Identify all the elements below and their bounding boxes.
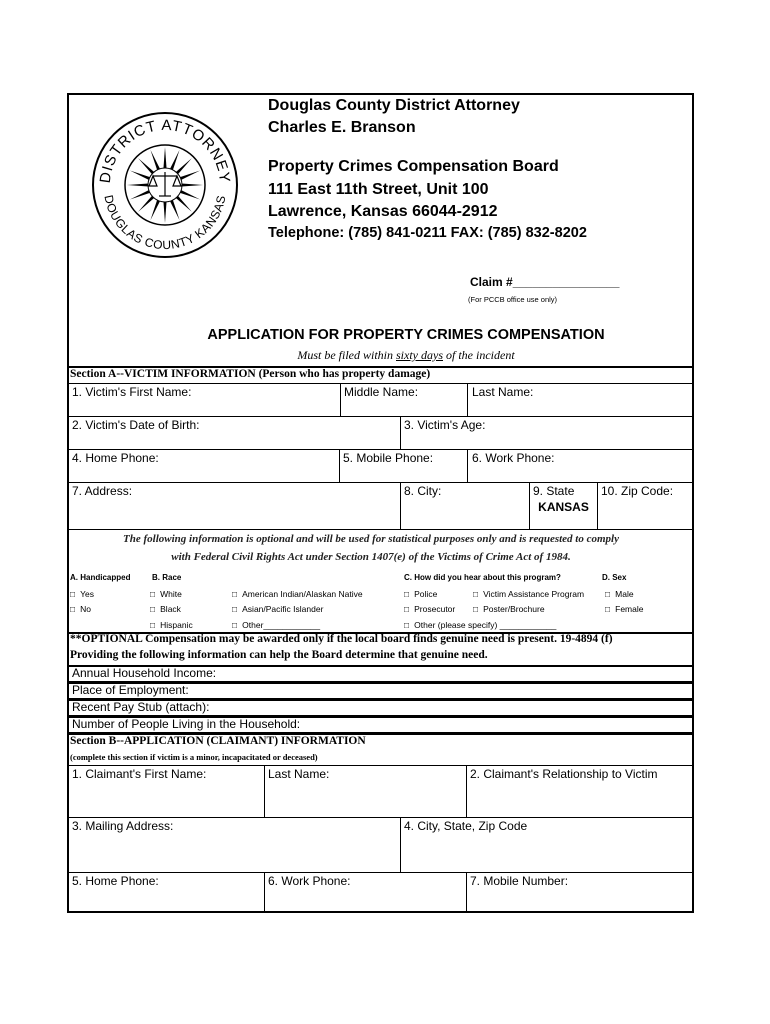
option-label: No — [80, 604, 92, 614]
claimant-home-phone-field[interactable] — [69, 873, 265, 913]
employment-field[interactable] — [69, 683, 694, 699]
household-income-field[interactable] — [69, 666, 694, 682]
seal-ray — [180, 190, 200, 199]
heard-label: C. How did you hear about this program? — [404, 573, 561, 582]
handicapped-yes-option[interactable] — [70, 589, 94, 599]
claimant-city-state-zip-label: 4. City, State, Zip Code — [404, 819, 528, 833]
section-b-heading: Section B--APPLICATION (CLAIMANT) INFORMATION — [70, 735, 366, 747]
form-subtitle — [0, 348, 770, 363]
claimant-first-name-label: 1. Claimant's First Name: — [72, 767, 207, 781]
option-label: White — [160, 589, 182, 599]
option-label: Other (please specify) ____________ — [414, 620, 557, 630]
claimant-work-phone-label: 6. Work Phone: — [268, 874, 351, 888]
need-notice-line1: **OPTIONAL Compensation may be awarded only if the local board finds genuine need is present. 19-4894 (f) — [70, 633, 613, 645]
section-a-heading: Section A--VICTIM INFORMATION (Person who has property damage) — [70, 368, 431, 380]
heard-police-option[interactable] — [404, 589, 437, 599]
victim-work-phone-field[interactable] — [468, 450, 694, 483]
victim-zip-field[interactable] — [598, 483, 694, 530]
option-label: Yes — [80, 589, 95, 599]
victim-dob-label: 2. Victim's Date of Birth: — [72, 418, 200, 432]
da-name: Charles E. Branson — [268, 119, 416, 136]
seal-bottom-text: DOUGLAS COUNTY KANSAS — [101, 193, 229, 253]
street-address: 111 East 11th Street, Unit 100 — [268, 181, 489, 198]
checkbox[interactable]: □ — [404, 589, 410, 599]
checkbox[interactable]: □ — [70, 604, 76, 614]
race-other-option[interactable] — [232, 620, 320, 630]
victim-mobile-phone-field[interactable] — [340, 450, 468, 483]
seal-ray — [180, 170, 200, 179]
claimant-home-phone-label: 5. Home Phone: — [72, 874, 159, 888]
claimant-mobile-field[interactable] — [467, 873, 694, 913]
victim-home-phone-field[interactable] — [69, 450, 340, 483]
city-state: Lawrence, Kansas 66044-2912 — [268, 203, 498, 220]
victim-dob-field[interactable] — [69, 417, 401, 450]
checkbox[interactable]: □ — [150, 620, 156, 630]
subtitle-suffix: of the incident — [443, 348, 515, 362]
victim-state-label: 9. State — [533, 484, 575, 498]
seal-top-text: DISTRICT ATTORNEY — [96, 116, 234, 185]
claimant-relationship-label: 2. Claimant's Relationship to Victim — [470, 767, 658, 781]
seal-ray — [130, 190, 150, 199]
claimant-mailing-address-label: 3. Mailing Address: — [72, 819, 174, 833]
option-label: Female — [615, 604, 644, 614]
claimant-first-name-field[interactable] — [69, 766, 265, 818]
office-name: Douglas County District Attorney — [268, 97, 520, 114]
seal-ray — [163, 147, 166, 168]
victim-first-name-label: 1. Victim's First Name: — [72, 385, 192, 399]
race-asian-option[interactable] — [232, 604, 323, 614]
option-label: Poster/Brochure — [483, 604, 545, 614]
victim-age-label: 3. Victim's Age: — [404, 418, 486, 432]
seal-ray — [163, 202, 166, 223]
seal-ray — [138, 158, 154, 174]
checkbox[interactable]: □ — [605, 589, 611, 599]
phone-fax: Telephone: (785) 841-0211 FAX: (785) 832-8202 — [268, 225, 587, 241]
checkbox[interactable]: □ — [404, 620, 410, 630]
seal-ray — [138, 196, 154, 212]
victim-work-phone-label: 6. Work Phone: — [472, 451, 555, 465]
need-notice-line2: Providing the following information can help the Board determine that genuine need. — [70, 649, 488, 661]
option-label: Prosecutor — [414, 604, 456, 614]
victim-first-name-field[interactable] — [69, 384, 341, 417]
handicapped-no-option[interactable] — [70, 604, 91, 614]
victim-state-field[interactable] — [530, 483, 598, 530]
subtitle-deadline: sixty days — [396, 348, 443, 362]
employment-label: Place of Employment: — [72, 683, 189, 697]
subtitle-prefix: Must be filed within — [297, 348, 396, 362]
optional-notice-line2: with Federal Civil Rights Act under Section 1407(e) of the Victims of Crime Act of 1984. — [171, 551, 571, 563]
optional-notice-line1: The following information is optional and will be used for statistical purposes only and is requested to comply — [123, 533, 619, 545]
seal-ray — [130, 170, 150, 179]
claimant-mailing-address-field[interactable] — [69, 818, 401, 873]
victim-middle-name-field[interactable] — [341, 384, 468, 417]
household-size-field[interactable] — [69, 717, 694, 733]
household-size-label: Number of People Living in the Household: — [72, 717, 301, 731]
checkbox[interactable]: □ — [232, 620, 238, 630]
victim-city-label: 8. City: — [404, 484, 442, 498]
race-native-option[interactable] — [232, 589, 363, 599]
race-label: B. Race — [152, 573, 182, 582]
checkbox[interactable]: □ — [605, 604, 611, 614]
section-b-subheading: (complete this section if victim is a minor, incapacitated or deceased) — [70, 752, 318, 762]
claimant-mobile-label: 7. Mobile Number: — [470, 874, 569, 888]
seal-ray — [150, 150, 159, 170]
claim-note: (For PCCB office use only) — [468, 295, 558, 304]
sex-male-option[interactable] — [605, 589, 634, 599]
option-label: Victim Assistance Program — [483, 589, 585, 599]
option-label: Black — [160, 604, 181, 614]
claimant-last-name-field[interactable] — [265, 766, 467, 818]
seal-ray — [176, 158, 192, 174]
household-income-label: Annual Household Income: — [72, 666, 217, 680]
checkbox[interactable]: □ — [404, 604, 410, 614]
claim-number — [470, 275, 619, 289]
option-label: American Indian/Alaskan Native — [242, 589, 363, 599]
board-name: Property Crimes Compensation Board — [268, 158, 559, 175]
race-hispanic-option[interactable] — [150, 620, 193, 630]
claimant-relationship-field[interactable] — [467, 766, 694, 818]
claim-blank: ________________ — [512, 275, 620, 289]
checkbox[interactable]: □ — [473, 604, 479, 614]
claimant-last-name-label: Last Name: — [268, 767, 330, 781]
option-label: Asian/Pacific Islander — [242, 604, 324, 614]
checkbox[interactable]: □ — [70, 589, 76, 599]
pay-stub-label: Recent Pay Stub (attach): — [72, 700, 210, 714]
option-label: Hispanic — [160, 620, 193, 630]
victim-last-name-label: Last Name: — [472, 385, 534, 399]
victim-mobile-phone-label: 5. Mobile Phone: — [343, 451, 434, 465]
race-white-option[interactable] — [150, 589, 182, 599]
victim-state-value: KANSAS — [538, 500, 589, 514]
seal-ray — [170, 150, 179, 170]
race-black-option[interactable] — [150, 604, 181, 614]
seal-ray — [182, 183, 203, 186]
victim-home-phone-label: 4. Home Phone: — [72, 451, 159, 465]
option-label: Police — [414, 589, 438, 599]
heard-poster-option[interactable] — [473, 604, 545, 614]
claimant-city-state-zip-field[interactable] — [401, 818, 694, 873]
seal-ray — [170, 200, 179, 220]
victim-zip-label: 10. Zip Code: — [601, 484, 674, 498]
checkbox[interactable]: □ — [150, 589, 156, 599]
heard-victim-assistance-option[interactable] — [473, 589, 584, 599]
form-title: APPLICATION FOR PROPERTY CRIMES COMPENSATION — [207, 327, 605, 343]
sex-female-option[interactable] — [605, 604, 643, 614]
claim-label: Claim # — [470, 275, 513, 289]
seal-ray — [127, 183, 148, 186]
seal-ray — [150, 200, 159, 220]
victim-last-name-field[interactable] — [468, 384, 694, 417]
checkbox[interactable]: □ — [473, 589, 479, 599]
district-attorney-seal — [90, 110, 240, 260]
heard-prosecutor-option[interactable] — [404, 604, 455, 614]
checkbox[interactable]: □ — [232, 604, 238, 614]
checkbox[interactable]: □ — [150, 604, 156, 614]
sex-label: D. Sex — [602, 573, 627, 582]
option-label: Male — [615, 589, 634, 599]
checkbox[interactable]: □ — [232, 589, 238, 599]
claimant-work-phone-field[interactable] — [265, 873, 467, 913]
handicapped-label: A. Handicapped — [70, 573, 131, 582]
victim-address-field[interactable] — [69, 483, 401, 530]
victim-address-label: 7. Address: — [72, 484, 133, 498]
seal-ray — [176, 196, 192, 212]
pay-stub-field[interactable] — [69, 700, 694, 716]
option-label: Other____________ — [242, 620, 321, 630]
victim-middle-name-label: Middle Name: — [344, 385, 419, 399]
victim-age-field[interactable] — [401, 417, 694, 450]
heard-other-option[interactable] — [404, 620, 556, 630]
victim-city-field[interactable] — [401, 483, 530, 530]
